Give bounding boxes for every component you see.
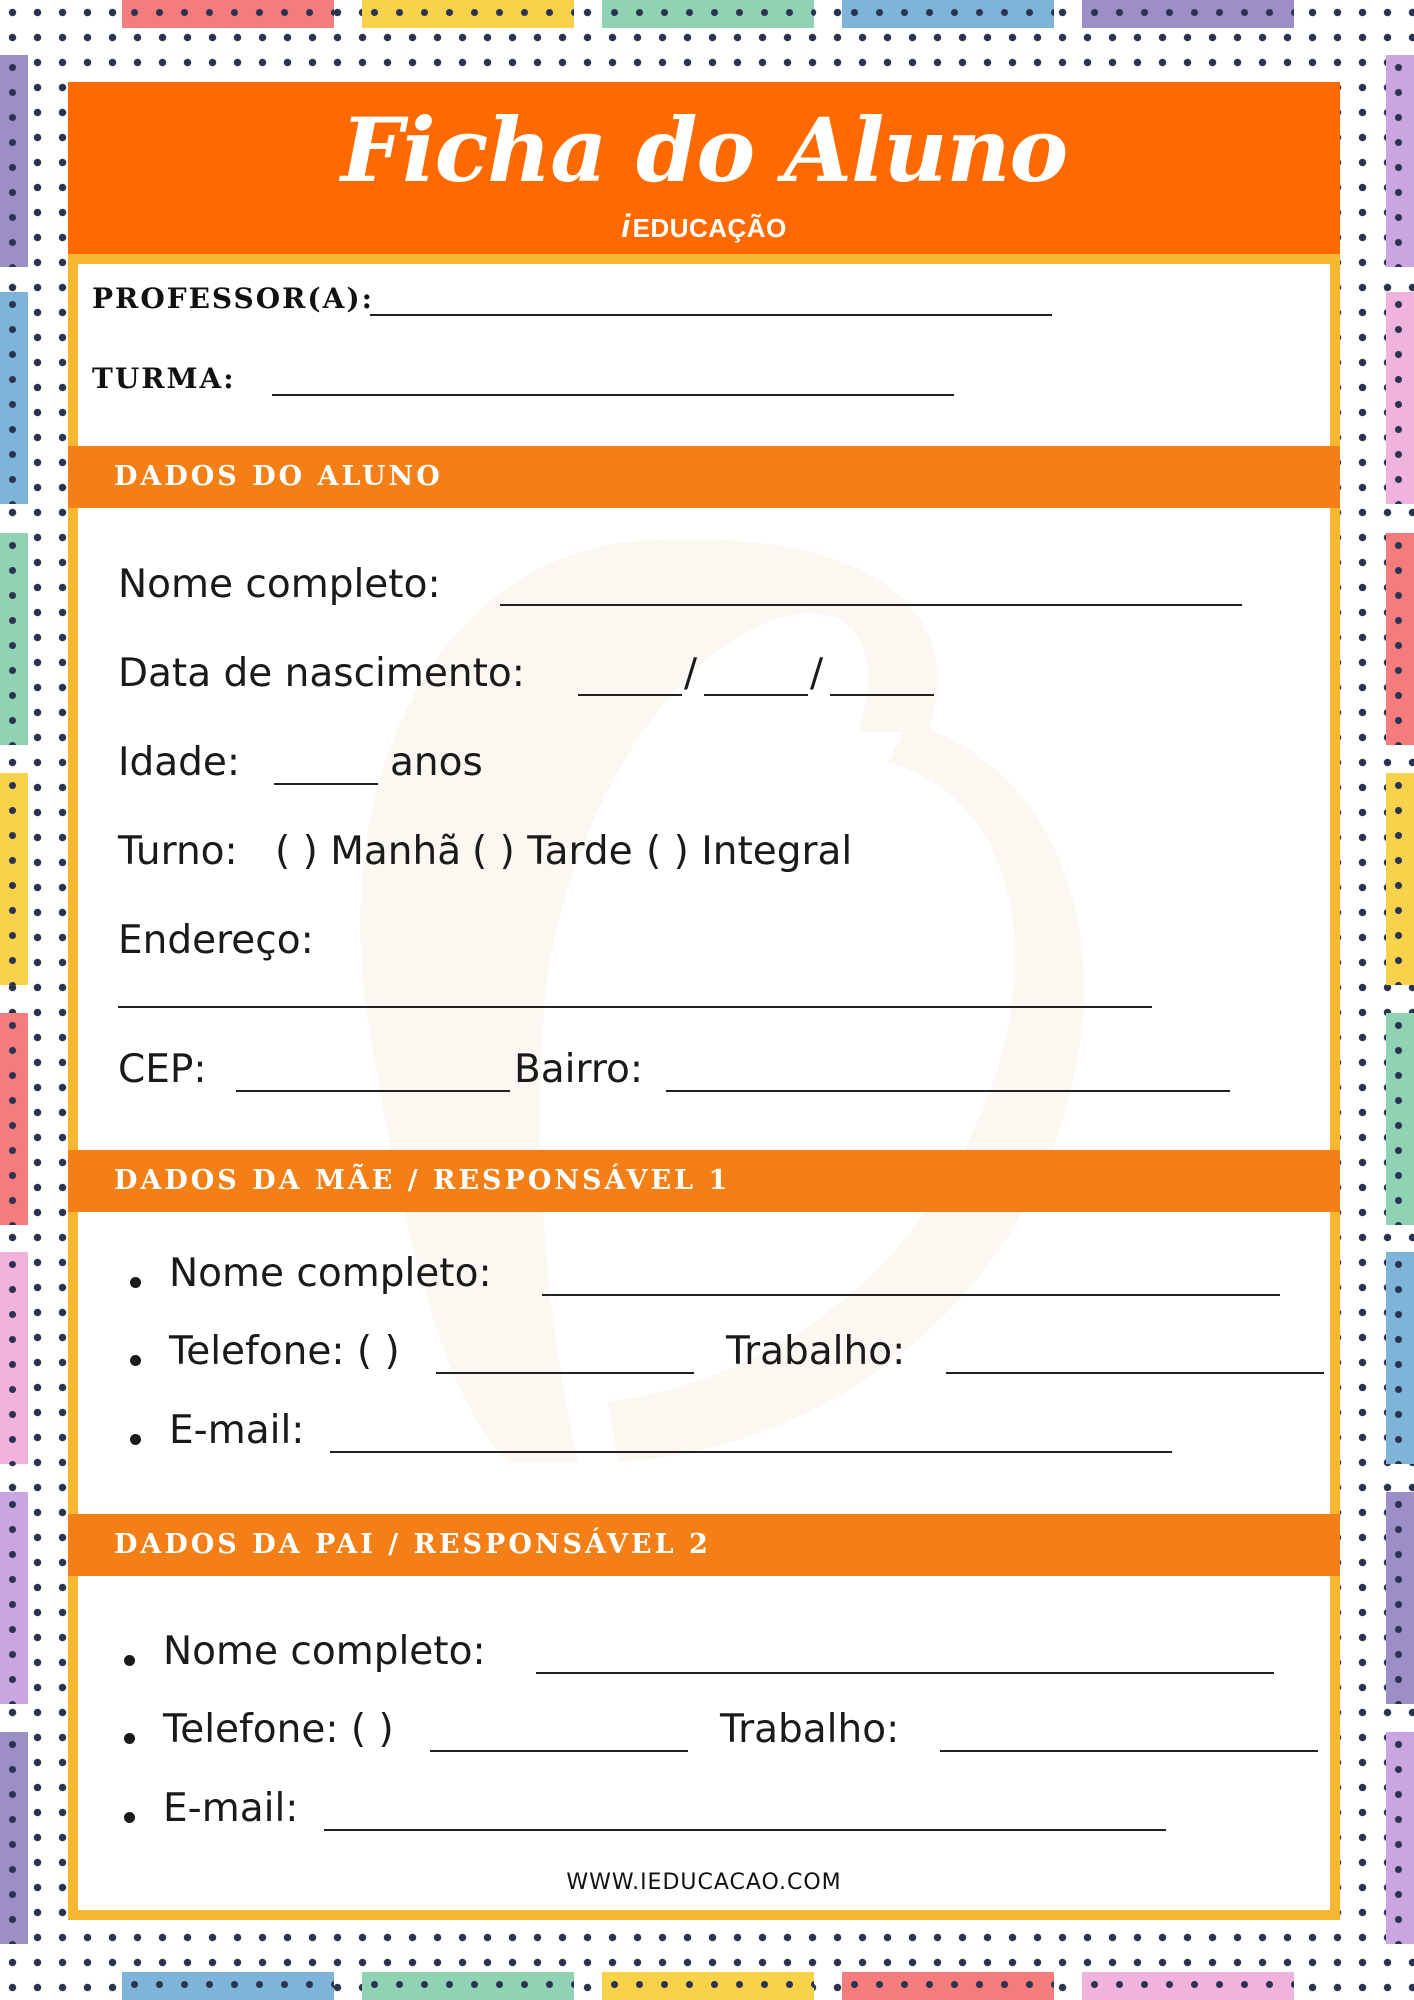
brand-text: EDUCAÇÃO <box>632 213 787 243</box>
decor-strip <box>1386 773 1414 985</box>
date-separator: / <box>810 651 824 696</box>
decor-strip <box>1386 1252 1414 1464</box>
brand-logo <box>68 208 1340 245</box>
decor-strip <box>0 55 28 267</box>
decor-strip <box>1386 1732 1414 1944</box>
professor-input-line[interactable] <box>370 314 1052 316</box>
decor-strip <box>0 1252 28 1464</box>
decor-strip <box>122 0 334 28</box>
decor-strip <box>0 533 28 745</box>
bullet-icon <box>124 1812 135 1823</box>
bullet-icon <box>130 1355 141 1366</box>
mae-trabalho-input-line[interactable] <box>946 1372 1324 1374</box>
nascimento-month-line[interactable] <box>704 694 808 696</box>
decor-strip <box>602 1972 814 2000</box>
idade-unit: anos <box>390 740 483 785</box>
decor-strip <box>0 292 28 504</box>
bullet-icon <box>124 1655 135 1666</box>
divider <box>68 254 1340 264</box>
aluno-nome-input-line[interactable] <box>500 604 1242 606</box>
bullet-icon <box>124 1733 135 1744</box>
decor-strip <box>1082 1972 1294 2000</box>
pai-email-input-line[interactable] <box>324 1829 1166 1831</box>
aluno-cep-label: CEP: <box>118 1047 207 1092</box>
footer-website[interactable]: WWW.IEDUCACAO.COM <box>566 1870 842 1895</box>
turno-option-tarde[interactable]: ( ) Tarde <box>472 829 633 874</box>
decor-strip <box>1386 55 1414 267</box>
idade-input-line[interactable] <box>274 783 378 785</box>
decor-strip <box>122 1972 334 2000</box>
pai-email-label: E-mail: <box>163 1786 299 1831</box>
mae-email-input-line[interactable] <box>330 1451 1172 1453</box>
endereco-input-line[interactable] <box>118 1006 1152 1008</box>
decor-strip <box>0 1013 28 1225</box>
decor-strip <box>602 0 814 28</box>
mae-email-label: E-mail: <box>169 1408 305 1453</box>
section-heading-mae: DADOS DA MÃE / RESPONSÁVEL 1 <box>68 1150 1340 1212</box>
mae-telefone-input-line[interactable] <box>436 1372 694 1374</box>
decor-strip <box>362 1972 574 2000</box>
aluno-bairro-label: Bairro: <box>514 1047 644 1092</box>
decor-strip <box>1386 1492 1414 1704</box>
aluno-endereco-label: Endereço: <box>118 918 314 963</box>
aluno-nascimento-label: Data de nascimento: <box>118 651 525 696</box>
turma-input-line[interactable] <box>272 394 954 396</box>
cep-input-line[interactable] <box>236 1090 510 1092</box>
bullet-icon <box>130 1277 141 1288</box>
decor-strip <box>842 0 1054 28</box>
pai-telefone-label: Telefone: ( ) <box>163 1707 394 1752</box>
form-card <box>68 82 1340 1920</box>
mae-telefone-label: Telefone: ( ) <box>169 1329 400 1374</box>
decor-strip <box>1386 292 1414 504</box>
aluno-nome-label: Nome completo: <box>118 562 441 607</box>
decor-strip <box>842 1972 1054 2000</box>
title-bar <box>68 82 1340 254</box>
section-heading-aluno: DADOS DO ALUNO <box>68 446 1340 508</box>
decor-strip <box>1386 533 1414 745</box>
mae-nome-input-line[interactable] <box>542 1294 1280 1296</box>
decor-strip <box>0 1492 28 1704</box>
pai-trabalho-label: Trabalho: <box>720 1707 900 1752</box>
date-separator: / <box>684 651 698 696</box>
professor-label: PROFESSOR(A): <box>92 282 374 315</box>
aluno-turno-label: Turno: <box>118 829 238 874</box>
mae-trabalho-label: Trabalho: <box>726 1329 906 1374</box>
turno-option-manha[interactable]: ( ) Manhã <box>275 829 462 874</box>
turma-label: TURMA: <box>92 362 236 395</box>
decor-strip <box>0 1732 28 1944</box>
decor-strip <box>1082 0 1294 28</box>
turno-option-integral[interactable]: ( ) Integral <box>646 829 853 874</box>
bairro-input-line[interactable] <box>666 1090 1230 1092</box>
mae-nome-label: Nome completo: <box>169 1251 492 1296</box>
pai-nome-input-line[interactable] <box>536 1672 1274 1674</box>
nascimento-day-line[interactable] <box>578 694 682 696</box>
pai-telefone-input-line[interactable] <box>430 1750 688 1752</box>
nascimento-year-line[interactable] <box>830 694 934 696</box>
brand-mark-icon: i <box>621 208 631 244</box>
decor-strip <box>0 773 28 985</box>
pai-nome-label: Nome completo: <box>163 1629 486 1674</box>
pai-trabalho-input-line[interactable] <box>940 1750 1318 1752</box>
aluno-idade-label: Idade: <box>118 740 241 785</box>
decor-strip <box>362 0 574 28</box>
page-title: Ficha do Aluno <box>340 98 1068 202</box>
bullet-icon <box>130 1434 141 1445</box>
decor-strip <box>1386 1013 1414 1225</box>
section-heading-pai: DADOS DA PAI / RESPONSÁVEL 2 <box>68 1514 1340 1576</box>
